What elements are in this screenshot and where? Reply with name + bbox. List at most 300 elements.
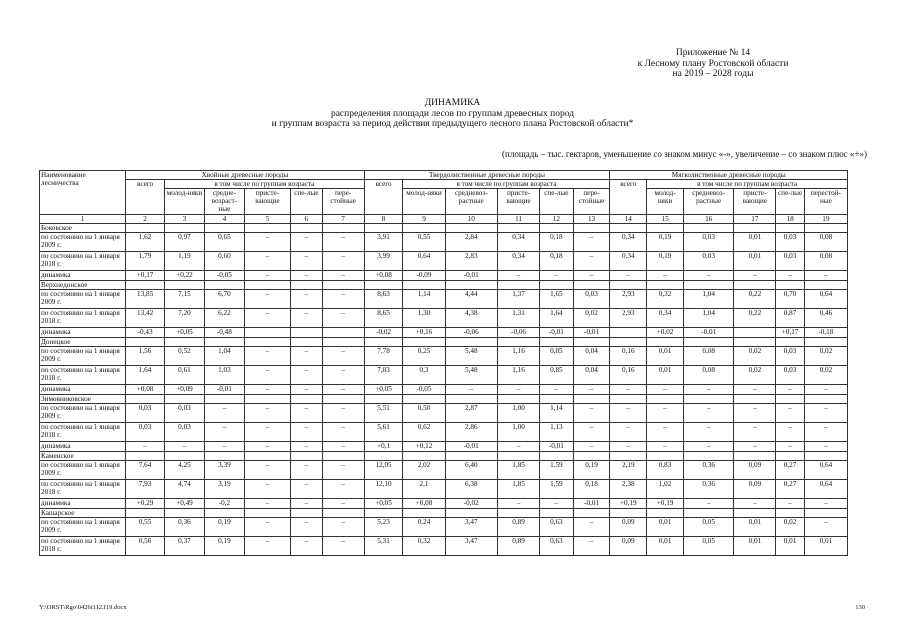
empty-cell	[540, 281, 574, 290]
empty-cell	[364, 338, 403, 347]
value-cell: –	[683, 271, 733, 281]
empty-cell	[403, 338, 445, 347]
value-cell: 0,60	[204, 252, 244, 271]
value-cell: 5,61	[364, 423, 403, 442]
value-cell: 0,50	[403, 404, 445, 423]
value-cell: 4,25	[165, 461, 205, 480]
value-cell: –	[244, 233, 290, 252]
forestry-name: Каменское	[40, 452, 126, 461]
value-cell: 0,34	[610, 233, 647, 252]
value-cell: –	[776, 404, 804, 423]
forestry-name: Зимовниковское	[40, 395, 126, 404]
value-cell: –	[322, 290, 364, 309]
value-cell: –	[204, 404, 244, 423]
value-cell: 0,64	[804, 461, 847, 480]
value-cell: 0,34	[647, 309, 684, 328]
column-number: 4	[204, 215, 244, 224]
column-number: 7	[322, 215, 364, 224]
row-label: по состоянию на 1 января 2018 г.	[40, 366, 126, 385]
empty-cell	[683, 395, 733, 404]
value-cell: 0,09	[610, 518, 647, 537]
value-cell: 0,36	[683, 461, 733, 480]
value-cell: 2,87	[445, 404, 498, 423]
title-line: ДИНАМИКА	[424, 98, 481, 108]
empty-cell	[683, 452, 733, 461]
value-cell: -0,01	[445, 442, 498, 452]
value-cell: –	[804, 423, 847, 442]
column-number: 13	[573, 215, 610, 224]
empty-cell	[498, 509, 540, 518]
value-cell: 0,64	[804, 480, 847, 499]
value-cell: 6,22	[204, 309, 244, 328]
value-cell: 0,70	[776, 290, 804, 309]
header-age-subgroup: пере-стойные	[322, 189, 364, 215]
value-cell: 2,83	[445, 252, 498, 271]
value-cell: –	[322, 366, 364, 385]
value-cell: 0,01	[734, 233, 776, 252]
empty-cell	[291, 224, 323, 233]
value-cell: 1,14	[540, 404, 574, 423]
value-cell: 5,48	[445, 347, 498, 366]
header-age-subgroup: пере-стойные	[573, 189, 610, 215]
title-line: и группам возраста за период действия предыдущего лесного плана Ростовской области*	[271, 119, 634, 129]
value-cell: –	[244, 385, 290, 395]
header-age-subgroup: средневоз-растные	[445, 189, 498, 215]
table-row	[40, 385, 848, 395]
empty-cell	[573, 452, 610, 461]
empty-cell	[244, 224, 290, 233]
empty-cell	[364, 395, 403, 404]
value-cell: 0,18	[540, 252, 574, 271]
value-cell: 0,87	[776, 309, 804, 328]
header-age-subgroup: присте-вающие	[244, 189, 290, 215]
value-cell: –	[776, 423, 804, 442]
value-cell: –	[647, 423, 684, 442]
empty-cell	[647, 224, 684, 233]
value-cell: –	[244, 423, 290, 442]
empty-cell	[498, 224, 540, 233]
header-age-groups: в том числе по группам возраста	[403, 180, 610, 189]
empty-cell	[498, 395, 540, 404]
value-cell: 1,79	[126, 252, 165, 271]
value-cell: 0,55	[403, 233, 445, 252]
value-cell: –	[204, 423, 244, 442]
value-cell: –	[498, 271, 540, 281]
table-row	[40, 252, 848, 271]
value-cell: 3,47	[445, 518, 498, 537]
value-cell: –	[804, 499, 847, 509]
value-cell: –	[291, 499, 323, 509]
value-cell: 1,85	[498, 480, 540, 499]
value-cell: 0,03	[126, 423, 165, 442]
value-cell: 1,30	[403, 309, 445, 328]
value-cell: 4,74	[165, 480, 205, 499]
row-label: по состоянию на 1 января 2009 г.	[40, 518, 126, 537]
value-cell: –	[683, 385, 733, 395]
value-cell: –	[540, 385, 574, 395]
value-cell: –	[776, 271, 804, 281]
value-cell: 1,64	[126, 366, 165, 385]
row-label: по состоянию на 1 января 2009 г.	[40, 461, 126, 480]
appendix-line: к Лесному плану Ростовской области	[637, 58, 789, 69]
value-cell: –	[683, 442, 733, 452]
value-cell: 0,05	[683, 518, 733, 537]
empty-cell	[291, 281, 323, 290]
column-number: 8	[364, 215, 403, 224]
value-cell: +0,09	[165, 385, 205, 395]
column-number: 5	[244, 215, 290, 224]
value-cell: 5,51	[364, 404, 403, 423]
value-cell: 5,48	[445, 366, 498, 385]
value-cell: 0,64	[403, 252, 445, 271]
table-row	[40, 442, 848, 452]
value-cell: 0,18	[540, 233, 574, 252]
value-cell: –	[291, 385, 323, 395]
value-cell: 0,01	[647, 347, 684, 366]
value-cell: –	[244, 537, 290, 556]
empty-cell	[322, 281, 364, 290]
header-group-hardwood: Твердолиственные древесные породы	[364, 171, 610, 180]
value-cell: 0,09	[734, 461, 776, 480]
value-cell: –	[322, 499, 364, 509]
value-cell: 0,01	[734, 537, 776, 556]
column-number: 16	[683, 215, 733, 224]
value-cell: –	[683, 499, 733, 509]
value-cell: –	[647, 385, 684, 395]
value-cell: 2,93	[610, 309, 647, 328]
header-name: Наименование лесничества	[40, 171, 126, 215]
value-cell: 0,55	[126, 518, 165, 537]
value-cell: -0,2	[204, 499, 244, 509]
value-cell: –	[322, 442, 364, 452]
value-cell: 1,00	[498, 423, 540, 442]
value-cell: 0,25	[403, 347, 445, 366]
row-label: по состоянию на 1 января 2018 г.	[40, 537, 126, 556]
value-cell: 7,20	[165, 309, 205, 328]
value-cell: 4,44	[445, 290, 498, 309]
value-cell: –	[573, 385, 610, 395]
value-cell: –	[291, 442, 323, 452]
value-cell: –	[244, 499, 290, 509]
empty-cell	[403, 224, 445, 233]
value-cell: 0,27	[776, 480, 804, 499]
value-cell: –	[610, 385, 647, 395]
empty-cell	[244, 395, 290, 404]
value-cell: 0,85	[540, 366, 574, 385]
value-cell: –	[322, 271, 364, 281]
value-cell: 0,02	[804, 366, 847, 385]
value-cell: 2,84	[445, 233, 498, 252]
value-cell: 5,31	[364, 537, 403, 556]
empty-cell	[610, 338, 647, 347]
value-cell: 0,34	[498, 252, 540, 271]
value-cell: 3,39	[204, 461, 244, 480]
value-cell: 1,59	[540, 480, 574, 499]
appendix-heading	[583, 48, 843, 80]
value-cell: -0,01	[445, 271, 498, 281]
empty-cell	[126, 338, 165, 347]
empty-cell	[165, 281, 205, 290]
value-cell: –	[291, 537, 323, 556]
value-cell: 0,34	[610, 252, 647, 271]
empty-cell	[322, 452, 364, 461]
value-cell: –	[291, 347, 323, 366]
value-cell: 0,18	[573, 480, 610, 499]
value-cell: 0,01	[647, 518, 684, 537]
value-cell: 1,13	[540, 423, 574, 442]
value-cell: 0,08	[804, 233, 847, 252]
value-cell: 0,01	[734, 518, 776, 537]
value-cell: 0,19	[204, 518, 244, 537]
empty-cell	[364, 281, 403, 290]
empty-cell	[291, 509, 323, 518]
value-cell: 3,91	[364, 233, 403, 252]
value-cell: 0,32	[647, 290, 684, 309]
row-label: по состоянию на 1 января 2009 г.	[40, 347, 126, 366]
value-cell: –	[291, 423, 323, 442]
value-cell: 2,93	[610, 290, 647, 309]
empty-cell	[291, 452, 323, 461]
empty-cell	[573, 395, 610, 404]
header-age-subgroup: спе-лые	[291, 189, 323, 215]
value-cell: –	[322, 309, 364, 328]
value-cell: 0,46	[804, 309, 847, 328]
value-cell: 0,61	[165, 366, 205, 385]
value-cell	[734, 328, 776, 338]
forestry-name: Боковское	[40, 224, 126, 233]
value-cell: -0,18	[804, 328, 847, 338]
value-cell: 6,70	[204, 290, 244, 309]
value-cell: –	[244, 480, 290, 499]
empty-cell	[540, 224, 574, 233]
empty-cell	[291, 395, 323, 404]
row-label: по состоянию на 1 января 2018 г.	[40, 309, 126, 328]
row-label: динамика	[40, 499, 126, 509]
header-age-subgroup: спе-лые	[540, 189, 574, 215]
value-cell: 1,04	[683, 290, 733, 309]
value-cell: –	[291, 233, 323, 252]
empty-cell	[498, 452, 540, 461]
value-cell: 0,02	[804, 347, 847, 366]
table-row	[40, 480, 848, 499]
value-cell: 6,38	[445, 480, 498, 499]
value-cell: 12,05	[364, 461, 403, 480]
header-total: всего	[364, 180, 403, 215]
value-cell: –	[322, 518, 364, 537]
row-label: по состоянию на 1 января 2009 г.	[40, 233, 126, 252]
empty-cell	[683, 509, 733, 518]
value-cell: 0,04	[573, 366, 610, 385]
value-cell: 13,85	[126, 290, 165, 309]
value-cell: 0,83	[647, 461, 684, 480]
value-cell: 1,19	[165, 252, 205, 271]
value-cell: -0,02	[364, 328, 403, 338]
table-row	[40, 499, 848, 509]
empty-cell	[647, 338, 684, 347]
value-cell: -0,01	[204, 385, 244, 395]
value-cell: –	[573, 404, 610, 423]
value-cell: 7,93	[126, 480, 165, 499]
empty-cell	[647, 395, 684, 404]
row-label: по состоянию на 1 января 2018 г.	[40, 252, 126, 271]
value-cell: 0,36	[683, 480, 733, 499]
header-group-softwood: Мягколиственные древесные породы	[610, 171, 848, 180]
empty-cell	[403, 509, 445, 518]
empty-cell	[403, 395, 445, 404]
value-cell: 0,04	[573, 347, 610, 366]
column-number: 15	[647, 215, 684, 224]
value-cell: 0,24	[403, 518, 445, 537]
empty-cell	[804, 395, 847, 404]
value-cell: +0,29	[126, 499, 165, 509]
value-cell: 0,09	[610, 537, 647, 556]
empty-cell	[776, 509, 804, 518]
value-cell: 0,05	[683, 537, 733, 556]
table-row	[40, 537, 848, 556]
value-cell: 0,22	[734, 309, 776, 328]
table-row	[40, 233, 848, 252]
value-cell: –	[573, 423, 610, 442]
value-cell: –	[804, 271, 847, 281]
value-cell: 0,19	[647, 233, 684, 252]
value-cell: 0,01	[647, 366, 684, 385]
value-cell: 2,1	[403, 480, 445, 499]
value-cell: 0,16	[610, 366, 647, 385]
value-cell: –	[244, 366, 290, 385]
value-cell: 0,64	[804, 290, 847, 309]
value-cell: –	[647, 271, 684, 281]
empty-cell	[804, 224, 847, 233]
value-cell: -0,01	[573, 499, 610, 509]
value-cell: +0,19	[610, 499, 647, 509]
table-row	[40, 347, 848, 366]
value-cell: –	[445, 385, 498, 395]
empty-cell	[165, 338, 205, 347]
row-label: динамика	[40, 328, 126, 338]
empty-cell	[244, 338, 290, 347]
value-cell: 0,56	[126, 537, 165, 556]
value-cell: –	[244, 309, 290, 328]
value-cell: –	[776, 499, 804, 509]
forestry-name: Донецкое	[40, 338, 126, 347]
value-cell: -0,02	[445, 499, 498, 509]
value-cell: 1,85	[498, 461, 540, 480]
value-cell: +0,08	[403, 499, 445, 509]
value-cell: –	[776, 442, 804, 452]
value-cell: –	[244, 347, 290, 366]
empty-cell	[126, 452, 165, 461]
value-cell: –	[734, 271, 776, 281]
value-cell: +0,22	[165, 271, 205, 281]
value-cell: 1,64	[540, 309, 574, 328]
column-number: 18	[776, 215, 804, 224]
value-cell: 0,08	[683, 347, 733, 366]
empty-cell	[734, 452, 776, 461]
value-cell: –	[244, 271, 290, 281]
value-cell: –	[291, 366, 323, 385]
value-cell: 1,65	[540, 290, 574, 309]
empty-cell	[647, 281, 684, 290]
value-cell: –	[322, 252, 364, 271]
header-age-subgroup: средне-возраст-ные	[204, 189, 244, 215]
value-cell: +0,17	[126, 271, 165, 281]
value-cell: –	[322, 480, 364, 499]
value-cell: 1,00	[498, 404, 540, 423]
value-cell: -0,43	[126, 328, 165, 338]
row-label: по состоянию на 1 января 2009 г.	[40, 290, 126, 309]
empty-cell	[445, 452, 498, 461]
empty-cell	[540, 395, 574, 404]
empty-cell	[204, 509, 244, 518]
value-cell: –	[610, 271, 647, 281]
table-row	[40, 461, 848, 480]
value-cell: 1,16	[498, 347, 540, 366]
row-label: по состоянию на 1 января 2018 г.	[40, 423, 126, 442]
value-cell: 1,37	[498, 290, 540, 309]
value-cell: –	[244, 252, 290, 271]
empty-cell	[540, 509, 574, 518]
column-number: 19	[804, 215, 847, 224]
empty-cell	[573, 224, 610, 233]
value-cell: –	[683, 404, 733, 423]
value-cell: 0,19	[647, 252, 684, 271]
empty-cell	[126, 281, 165, 290]
empty-cell	[540, 338, 574, 347]
value-cell: –	[776, 385, 804, 395]
value-cell: +0,16	[403, 328, 445, 338]
value-cell: 0,02	[776, 518, 804, 537]
empty-cell	[776, 452, 804, 461]
value-cell: 0,03	[776, 233, 804, 252]
column-number: 2	[126, 215, 165, 224]
empty-cell	[804, 338, 847, 347]
column-number: 11	[498, 215, 540, 224]
empty-cell	[734, 395, 776, 404]
value-cell: 0,16	[610, 347, 647, 366]
column-number: 14	[610, 215, 647, 224]
column-number: 3	[165, 215, 205, 224]
empty-cell	[610, 509, 647, 518]
value-cell: -0,05	[204, 271, 244, 281]
empty-cell	[322, 338, 364, 347]
footer-page-number: 130	[855, 604, 865, 611]
value-cell: 1,62	[126, 233, 165, 252]
empty-cell	[776, 338, 804, 347]
value-cell: –	[540, 499, 574, 509]
value-cell: 0,03	[683, 233, 733, 252]
forestry-name: Кашарское	[40, 509, 126, 518]
value-cell: +0,05	[364, 499, 403, 509]
empty-cell	[322, 395, 364, 404]
empty-cell	[776, 281, 804, 290]
value-cell: –	[244, 290, 290, 309]
empty-cell	[364, 224, 403, 233]
table-row	[40, 404, 848, 423]
value-cell: –	[573, 271, 610, 281]
table-row	[40, 309, 848, 328]
value-cell: 0,03	[165, 423, 205, 442]
table-row	[40, 423, 848, 442]
empty-cell	[165, 509, 205, 518]
header-age-subgroup: спе-лые	[776, 189, 804, 215]
value-cell: -0,01	[573, 328, 610, 338]
value-cell: –	[804, 518, 847, 537]
header-age-subgroup: средневоз-растные	[683, 189, 733, 215]
empty-cell	[403, 281, 445, 290]
value-cell: –	[804, 442, 847, 452]
value-cell	[322, 328, 364, 338]
empty-cell	[573, 509, 610, 518]
